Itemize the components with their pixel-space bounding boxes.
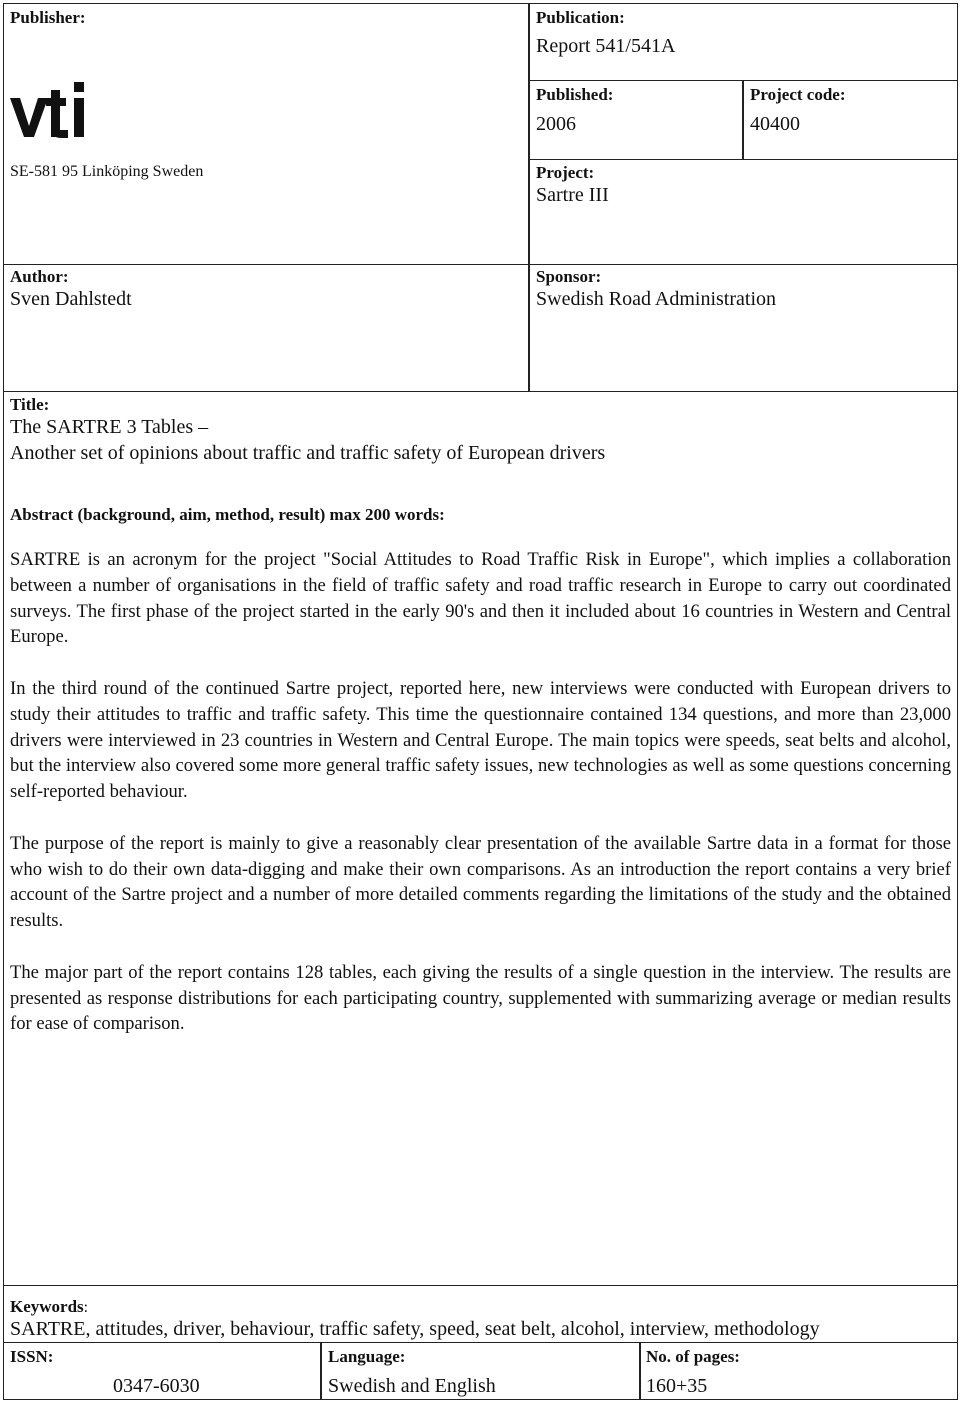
- vti-logo: [10, 82, 94, 145]
- issn-value: 0347-6030: [113, 1375, 200, 1397]
- keywords-label-text: Keywords: [10, 1297, 84, 1316]
- project-code-label: Project code:: [750, 85, 846, 104]
- bottom-divider-1: [320, 1342, 322, 1400]
- abstract-paragraph: The major part of the report contains 128 tables, each giving the results of a single question in the interview. The results are presented as response distributions for each participating country, supplemented with summarizing average or median results for ease of comparison.: [10, 961, 951, 1035]
- language-label: Language:: [328, 1347, 406, 1366]
- keywords-label: [10, 1297, 88, 1317]
- abstract-paragraph: SARTRE is an acronym for the project "Social Attitudes to Road Traffic Risk in Europe", which implies a collaboration between a number of organisations in the field of traffic safety and road traffic research in Europe to carry out coordinated surveys. The first phase of the project started in the early 90's and then it included about 16 countries in Western and Central Europe.: [10, 549, 951, 648]
- abstract-body: [10, 547, 951, 1063]
- author-label: Author:: [10, 267, 69, 286]
- author-sponsor-box: [3, 264, 958, 392]
- project-label: Project:: [536, 163, 595, 182]
- sponsor-value: Swedish Road Administration: [536, 288, 776, 310]
- bottom-divider-2: [639, 1342, 641, 1400]
- abstract-paragraph: The purpose of the report is mainly to give a reasonably clear presentation of the available Sartre data in a format for those who wish to do their own data-digging and make their own comparisons. As an introduction the report contains a very brief account of the Sartre project and a number of more detailed comments regarding the limitations of the study and the obtained results.: [10, 832, 951, 932]
- published-code-divider: [742, 80, 744, 160]
- abstract-heading: Abstract (background, aim, method, result) max 200 words:: [10, 505, 445, 524]
- published-value: 2006: [536, 113, 576, 135]
- publication-value: Report 541/541A: [536, 35, 676, 57]
- project-code-value: 40400: [750, 113, 800, 135]
- published-label: Published:: [536, 85, 614, 104]
- language-value: Swedish and English: [328, 1375, 496, 1397]
- abstract-paragraph: In the third round of the continued Sartre project, reported here, new interviews were conducted with European drivers to study their attitudes to traffic and traffic safety. This time the questionnaire contained 134 questions, and more than 23,000 drivers were interviewed in 23 countries in Western and Central Europe. The main topics were speeds, seat belts and alcohol, but the interview also covered some more general traffic safety issues, new technologies as well as some questions concerning self-reported behaviour.: [10, 677, 951, 803]
- keywords-colon: :: [83, 1299, 89, 1316]
- publisher-address: SE-581 95 Linköping Sweden: [10, 163, 204, 180]
- sponsor-label: Sponsor:: [536, 267, 602, 286]
- publication-label: Publication:: [536, 8, 625, 27]
- title-line-1: The SARTRE 3 Tables –: [10, 416, 209, 438]
- publisher-label: Publisher:: [10, 8, 86, 27]
- keywords-value: SARTRE, attitudes, driver, behaviour, traffic safety, speed, seat belt, alcohol, interview, methodology: [10, 1318, 820, 1340]
- title-line-2: Another set of opinions about traffic and traffic safety of European drivers: [10, 442, 606, 464]
- pages-value: 160+35: [646, 1375, 708, 1397]
- author-sponsor-divider: [528, 264, 530, 392]
- title-label: Title:: [10, 395, 50, 414]
- project-value: Sartre III: [536, 184, 609, 206]
- issn-label: ISSN:: [10, 1347, 54, 1366]
- pages-label: No. of pages:: [646, 1347, 740, 1366]
- author-value: Sven Dahlstedt: [10, 288, 132, 310]
